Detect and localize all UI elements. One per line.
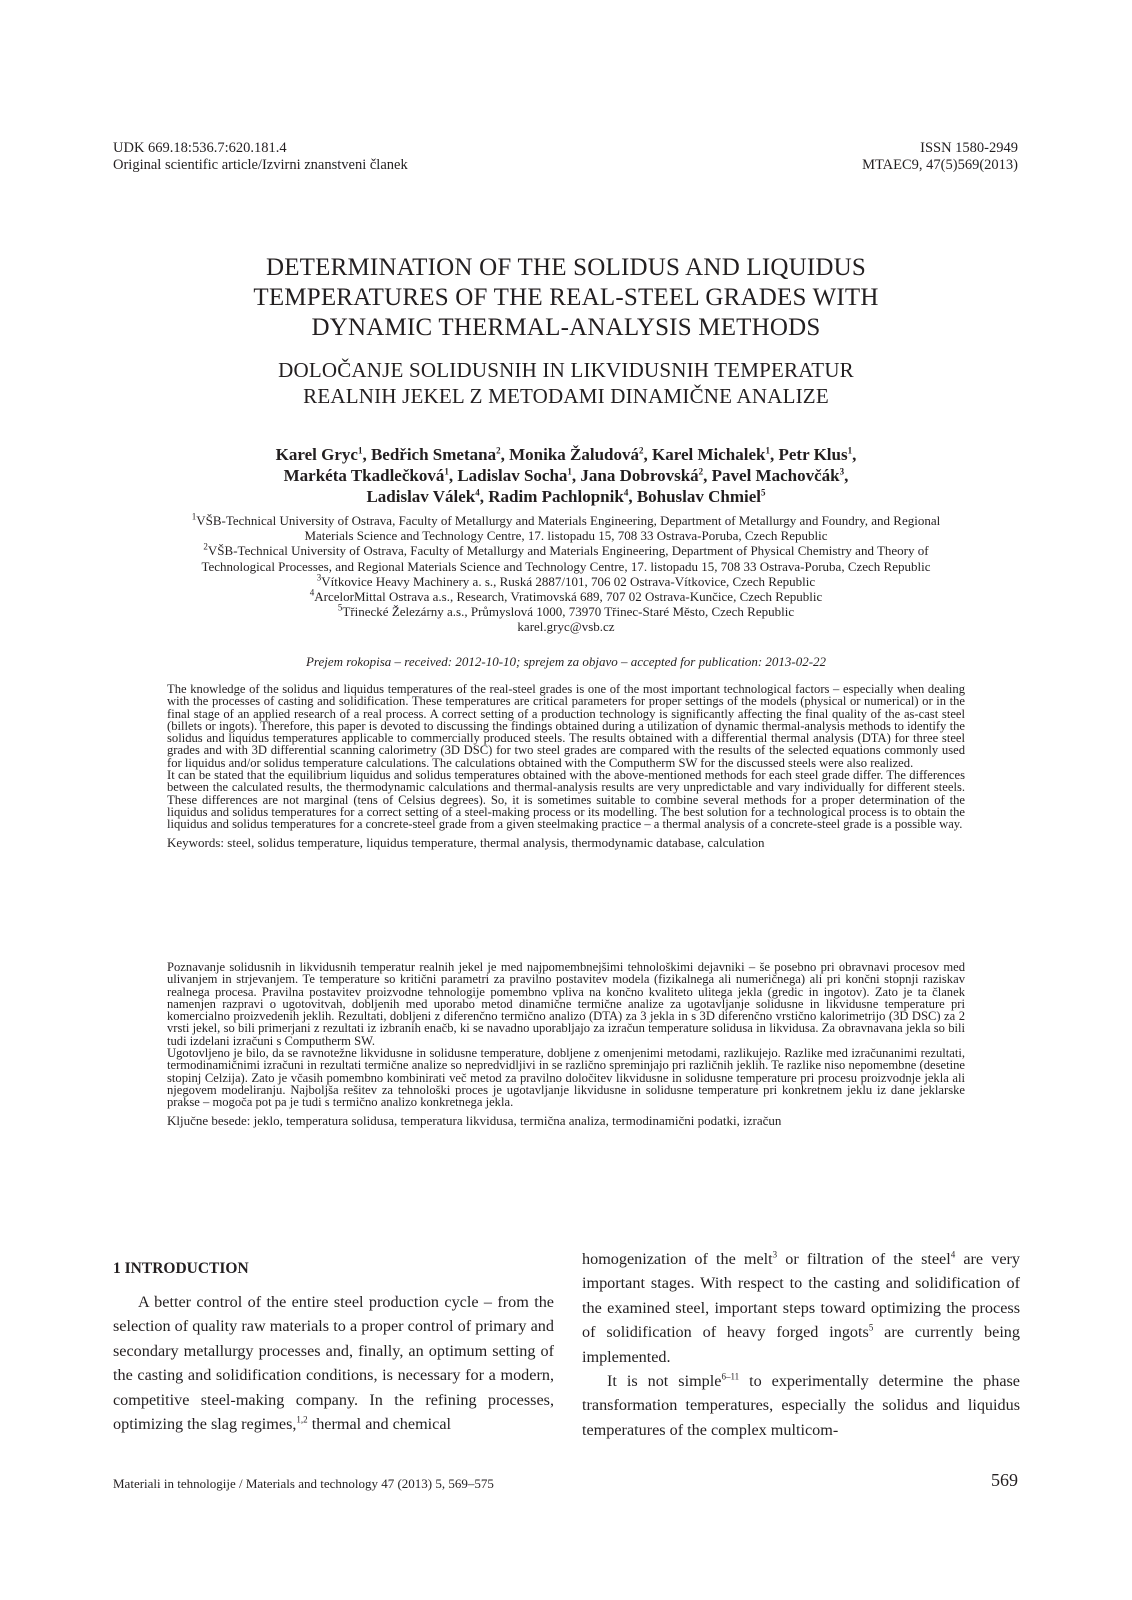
affiliation-number: 5	[337, 602, 343, 613]
author-name: Pavel Machovčák	[711, 466, 840, 485]
affiliation-marker: 1	[847, 445, 853, 456]
affiliation-number: 1	[191, 511, 197, 522]
body-paragraph: It is not simple$^{6-11}$ to experimentally determine the phase transformation temperatures, especially the solidus and liquidus temperatures of the complex multicom-	[582, 1371, 1020, 1439]
footer-journal: Materiali in tehnologije / Materials and technology 47 (2013) 5, 569–575	[113, 1476, 494, 1491]
author-name: Bohuslav Chmiel	[636, 487, 762, 506]
received-dates: Prejem rokopisa – received: 2012-10-10; sprejem za objavo – accepted for publication: 2013-02-22	[305, 654, 827, 669]
abstract-slovene	[167, 961, 965, 1127]
author-list: Karel Gryc$^1$, Bedřich Smetana$^2$, Monika Žaludová$^2$, Karel Michalek$^1$, Petr Klus$^1$, Markéta Tkadlečková$^1$, Ladislav Socha$^1$, Jana Dobrovská$^2$, Pavel Machovčák$^3$, Ladislav Válek$^4$, Radim Pachlopnik$^4$, Bohuslav Chmiel$^5$	[275, 445, 857, 506]
affiliation-number: 4	[309, 587, 315, 598]
journal-code: MTAEC9, 47(5)569(2013)	[862, 157, 1018, 173]
abstract-paragraph: Ugotovljeno je bilo, da se ravnotežne likvidusne in solidusne temperature, dobljene z omenjenimi metodami, razlikujejo. Razlike med izračunanimi rezultati, termodinamičnimi izračuni in rezultati termične analize so nepredvidljivi in se različno spreminjajo pri različnih jeklih. Te razlike niso nepomembne (desetine stopinj Celzija). Zato je včasih pomembno kombinirati več metod za pravilno določitev likvidusne in solidusne temperature pri procesu proizvodnje jekla ali njegovem modeliranju. Najboljša rešitev za tehnološki proces je ugotavljanje likvidusne in solidusne temperature pri konkretnem jeklu iz dane jeklarske prakse – mogoča pot pa je tudi s termično analizo konkretnega jekla.	[167, 1046, 965, 1110]
title-line: TEMPERATURES OF THE REAL-STEEL GRADES WITH	[253, 284, 879, 311]
author-name: Ladislav Válek	[366, 487, 476, 506]
affiliation-list	[113, 513, 1019, 635]
title-line: REALNIH JEKEL Z METODAMI DINAMIČNE ANALIZE	[303, 384, 829, 408]
affiliation-number: 3	[316, 572, 322, 583]
issn: ISSN 1580-2949	[920, 140, 1018, 156]
header-left	[113, 140, 408, 174]
title-english	[160, 253, 972, 343]
udk-code: UDK 669.18:536.7:620.181.4	[113, 140, 287, 156]
author-name: Bedřich Smetana	[370, 445, 497, 464]
affiliation-marker: 4	[475, 487, 480, 498]
page-number: 569	[991, 1470, 1018, 1490]
section-heading: 1 INTRODUCTION	[113, 1260, 249, 1277]
affiliation-marker: 4	[623, 487, 629, 498]
author-name: Radim Pachlopnik	[488, 487, 624, 506]
affiliation-line: $^4$ArcelorMittal Ostrava a.s., Research, Vratimovská 689, 707 02 Ostrava-Kunčice, Czech Republic	[309, 587, 823, 605]
affiliation-line: Technological Processes, and Regional Materials Science and Technology Centre, 17. listopadu 15, 708 33 Ostrava-Poruba, Czech Republic	[201, 558, 931, 574]
author-name: Ladislav Socha	[457, 466, 568, 485]
affiliation-marker: 1	[567, 466, 572, 477]
abstract-paragraph: Poznavanje solidusnih in likvidusnih temperatur realnih jekel je med najpomembnejšimi tehnološkimi dejavniki – še posebno pri obravnavi procesov med ulivanjem in strjevanjem. Te temperature so kritični parametri za pravilno postavitev modela (fizikalnega ali numeričnega) ali pri končni stopnji raziskav realnega procesa. Pravilna postavitev proizvodne tehnologije pomembno vpliva na končno kvaliteto ulitega jekla (gredic in ingotov). Zato je ta članek namenjen razpravi o ugotovitvah, dobljenih med uporabo metod dinamične termične analize za ugotavljanje solidusne in likvidusne temperature pri komercialno proizvedenih jeklih. Rezultati, dobljeni z diferenčno termično analizo (DTA) za 3 jekla in s 3D diferenčno vrstično kalorimetrijo (3D DSC) za 2 vrsti jekel, so bili primerjani z rezultati iz izbranih enačb, ki se navadno uporabljajo za izračun temperature solidusa in likvidusa. Za obravnavana jekla so bili tudi izdelani izračuni s Computherm SW.	[167, 960, 965, 1048]
title-line: DYNAMIC THERMAL-ANALYSIS METHODS	[311, 314, 821, 341]
header-right	[862, 140, 1018, 174]
body-paragraph: A better control of the entire steel production cycle – from the selection of quality raw materials to a proper control of primary and secondary metallurgy processes and, finally, an optimum setting of the casting and solidification conditions, is necessary for a modern, competitive steel-making company. In the refining processes, optimizing the slag regimes,$^{1,2}$ thermal and chemical	[113, 1293, 554, 1434]
keywords: Keywords: steel, solidus temperature, liquidus temperature, thermal analysis, thermodynamic database, calculation	[167, 834, 765, 850]
body-paragraph: homogenization of the melt$^3$ or filtration of the steel$^4$ are very important stages. With respect to the casting and solidification of the examined steel, important steps toward optimizing the process of solidification of heavy forged ingots$^5$ are currently being implemented.	[582, 1249, 1020, 1366]
article-type: Original scientific article/Izvirni znanstveni članek	[113, 157, 408, 173]
affiliation-line: karel.gryc@vsb.cz	[517, 619, 615, 635]
text-column-right	[582, 1247, 1020, 1442]
author-name: Monika Žaludová	[509, 445, 639, 464]
title-line: DETERMINATION OF THE SOLIDUS AND LIQUIDUS	[265, 254, 867, 281]
abstract-paragraph: The knowledge of the solidus and liquidus temperatures of the real-steel grades is one of the most important technological factors – especially when dealing with the processes of casting and solidification. These temperatures are critical parameters for proper settings of the models (physical or numerical) or in the final stage of an applied research of a real process. A correct setting of a production technology is significantly affecting the final quality of the as-cast steel (billets or ingots). Therefore, this paper is devoted to discussing the findings obtained during a utilization of dynamic thermal-analysis methods to identify the solidus and liquidus temperatures applicable to commercially produced steels. The results obtained with a differential thermal analysis (DTA) for three steel grades and with 3D differential scanning calorimetry (3D DSC) for two steel grades are compared with the results of the selected equations commonly used for liquidus and/or solidus temperature calculations. The calculations obtained with the Computherm SW for the discussed steels were also realized.	[167, 682, 965, 770]
author-name: Petr Klus	[778, 445, 848, 464]
affiliation-number: 2	[203, 542, 208, 553]
text-column-left	[113, 1290, 554, 1436]
author-name: Karel Michalek	[652, 445, 766, 464]
affiliation-marker: 2	[639, 445, 644, 456]
affiliation-line: $^5$Třinecké Železárny a.s., Průmyslová 1000, 73970 Třinec-Staré Město, Czech Republic	[337, 602, 795, 620]
abstract-english	[167, 683, 965, 849]
keywords: Ključne besede: jeklo, temperatura solidusa, temperatura likvidusa, termična analiza, termodinamični podatki, izračun	[167, 1112, 782, 1128]
affiliation-marker: 5	[761, 487, 766, 498]
affiliation-marker: 1	[357, 445, 363, 456]
affiliation-line: $^2$VŠB-Technical University of Ostrava, Faculty of Metallurgy and Materials Engineering, Department of Physical Chemistry and Theory of	[203, 542, 929, 559]
title-line: DOLOČANJE SOLIDUSNIH IN LIKVIDUSNIH TEMPERATUR	[278, 358, 854, 382]
affiliation-marker: 1	[444, 466, 449, 477]
affiliation-marker: 2	[698, 466, 704, 477]
author-name: Markéta Tkadlečková	[283, 466, 445, 485]
title-slovene	[160, 357, 972, 409]
affiliation-line: $^3$Vítkovice Heavy Machinery a. s., Ruská 2887/101, 706 02 Ostrava-Vítkovice, Czech Republic	[316, 572, 816, 589]
affiliation-line: Materials Science and Technology Centre, 17. listopadu 15, 708 33 Ostrava-Poruba, Czech Republic	[304, 528, 828, 544]
author-name: Jana Dobrovská	[580, 466, 699, 485]
affiliation-marker: 2	[496, 445, 501, 456]
affiliation-line: $^1$VŠB-Technical University of Ostrava, Faculty of Metallurgy and Materials Engineering, Department of Metallurgy and Foundry, and Regional	[191, 511, 941, 528]
affiliation-marker: 3	[839, 466, 845, 477]
affiliation-marker: 1	[765, 445, 770, 456]
author-name: Karel Gryc	[275, 445, 358, 464]
abstract-paragraph: It can be stated that the equilibrium liquidus and solidus temperatures obtained with the above-mentioned methods for each steel grade differ. The differences between the calculated results, the thermodynamic calculations and thermal-analysis results are very unpredictable and vary individually for different steels. These differences are not marginal (tens of Celsius degrees). So, it is sometimes suitable to combine several methods for a proper determination of the liquidus and solidus temperatures for a correct setting of a steel-making process or its modelling. The best solution for a technological process is to obtain the liquidus and solidus temperatures for a concrete-steel grade from a given steelmaking practice – a thermal analysis of a concrete-steel grade is a possible way.	[167, 768, 965, 832]
